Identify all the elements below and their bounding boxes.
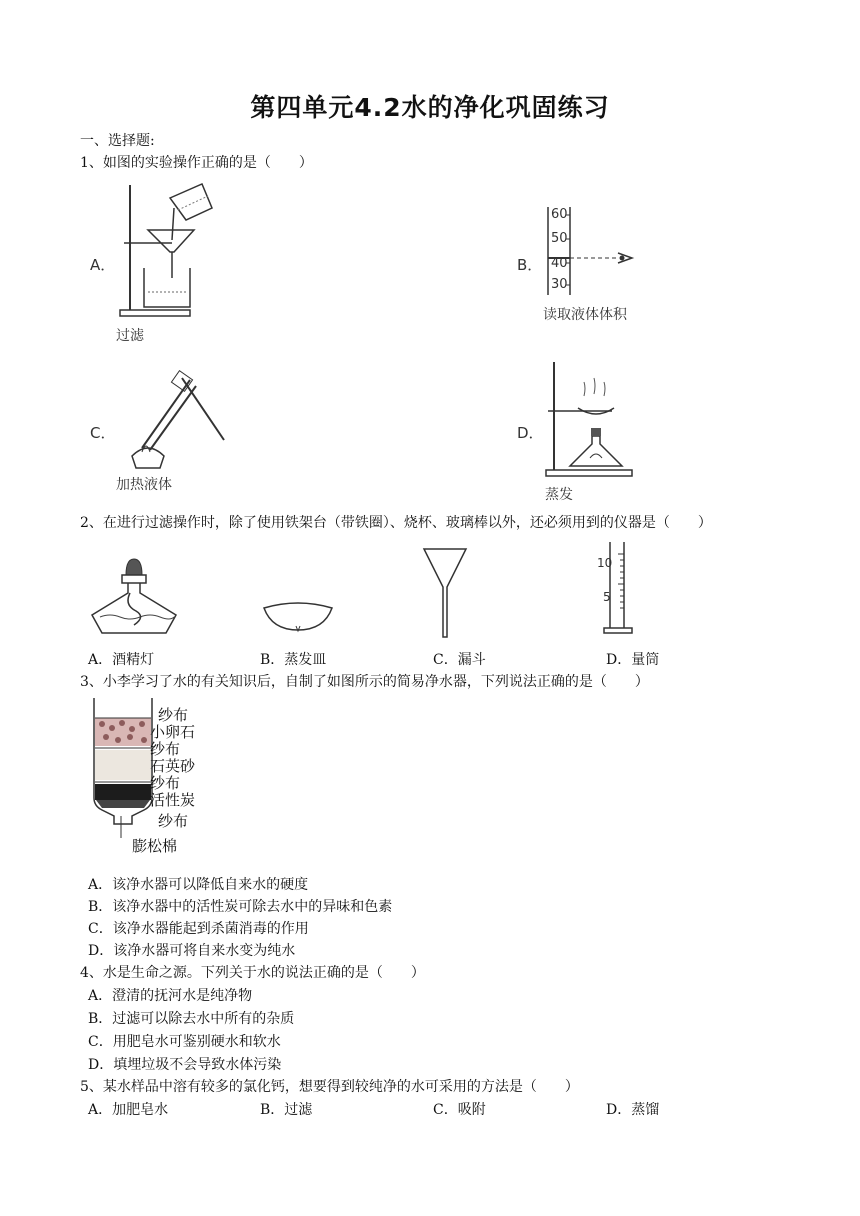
filter-layer-7: 纱布 (158, 812, 189, 830)
q5-option-b[interactable]: B．过滤 (260, 1102, 313, 1118)
q1-option-b-label: 读取液体体积 (543, 307, 627, 323)
q5-option-d[interactable]: D．蒸馏 (606, 1102, 660, 1118)
q4-option-c[interactable]: C．用肥皂水可鉴别硬水和软水 (88, 1034, 281, 1050)
q1-option-b-letter[interactable]: B． (517, 256, 543, 274)
q5-option-c[interactable]: C．吸附 (433, 1102, 486, 1118)
q5-stem: 5、某水样品中溶有较多的氯化钙，想要得到较纯净的水可采用的方法是（ ） (80, 1079, 579, 1095)
q4-option-a[interactable]: A．澄清的抚河水是纯净物 (88, 988, 253, 1004)
q1-stem: 1、如图的实验操作正确的是（ ） (80, 155, 313, 171)
q2-option-c[interactable]: C．漏斗 (433, 652, 486, 668)
q1-option-a-letter[interactable]: A． (90, 256, 116, 274)
q3-option-d[interactable]: D．该净水器可将自来水变为纯水 (88, 943, 296, 959)
filter-layer-3: 纱布 (150, 740, 181, 758)
q3-stem: 3、小李学习了水的有关知识后，自制了如图所示的简易净水器，下列说法正确的是（ ） (80, 674, 649, 690)
q1-option-d-letter[interactable]: D． (517, 424, 544, 442)
q1-option-c-label: 加热液体 (116, 477, 172, 493)
cylinder-tick-40: 40 (551, 256, 568, 271)
graduated-cylinder-icon (604, 540, 644, 636)
filter-layer-1: 纱布 (158, 706, 189, 724)
cylinder-tick-30: 30 (551, 277, 568, 292)
section-heading: 一、选择题: (80, 133, 155, 149)
cylinder-tick-60: 60 (551, 207, 568, 222)
q3-option-b[interactable]: B．该净水器中的活性炭可除去水中的异味和色素 (88, 899, 393, 915)
q1-option-c-letter[interactable]: C． (90, 424, 116, 442)
q2-option-b[interactable]: B．蒸发皿 (260, 652, 327, 668)
q3-option-a[interactable]: A．该净水器可以降低自来水的硬度 (88, 877, 309, 893)
q1-option-d-label: 蒸发 (545, 487, 573, 503)
q1-option-a-label: 过滤 (116, 328, 144, 344)
filter-layer-4: 石英砂 (150, 757, 196, 775)
evaporation-figure (540, 358, 640, 483)
filter-layer-8: 膨松棉 (132, 837, 178, 855)
heating-liquid-figure (112, 368, 232, 473)
alcohol-lamp-icon (90, 553, 180, 643)
filter-layer-2: 小卵石 (150, 723, 196, 741)
q4-option-d[interactable]: D．填埋垃圾不会导致水体污染 (88, 1057, 282, 1073)
filter-layer-6: 活性炭 (150, 791, 196, 809)
q4-option-b[interactable]: B．过滤可以除去水中所有的杂质 (88, 1011, 295, 1027)
q2-stem: 2、在进行过滤操作时，除了使用铁架台（带铁圈）、烧杯、玻璃棒以外，还必须用到的仪器是（ ） (80, 515, 712, 531)
q2-option-d[interactable]: D．量筒 (606, 652, 660, 668)
funnel-icon (422, 547, 468, 639)
evaporating-dish-icon (262, 600, 334, 636)
cylinder-tick-50: 50 (551, 231, 568, 246)
filter-layer-5: 纱布 (150, 774, 181, 792)
q3-option-c[interactable]: C．该净水器能起到杀菌消毒的作用 (88, 921, 309, 937)
q2-cylinder-tick-5: 5 (603, 590, 611, 604)
q4-stem: 4、水是生命之源。下列关于水的说法正确的是（ ） (80, 965, 425, 981)
filtration-apparatus-figure (112, 180, 222, 320)
q2-cylinder-tick-10: 10 (597, 556, 613, 570)
page-title: 第四单元4.2水的净化巩固练习 (250, 93, 610, 122)
q2-option-a[interactable]: A．酒精灯 (88, 652, 155, 668)
q5-option-a[interactable]: A．加肥皂水 (88, 1102, 169, 1118)
